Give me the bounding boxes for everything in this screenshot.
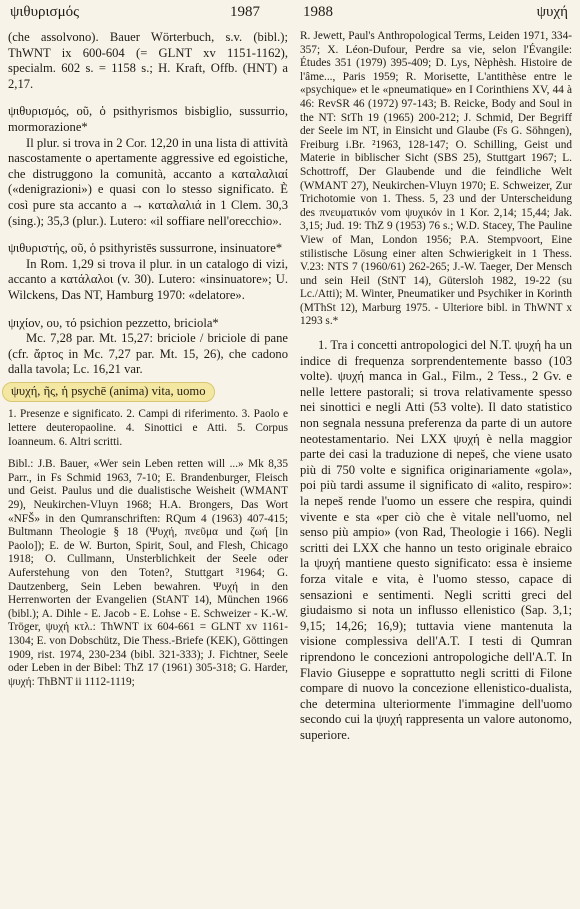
entry-body: In Rom. 1,29 si trova il plur. in un catalogo di vizi, accanto a κατάλαλοι (v. 30). Lutero: «insinuatore»; U. Wilckens, Das NT, Hamburg 1970: «delatore». xyxy=(8,256,288,302)
page-number-left: 1987 xyxy=(230,4,260,20)
entry-body: Il plur. si trova in 2 Cor. 12,20 in una lista di attività nascostamente o apertamente aggressive ed egoistiche, che distruggono la comunità, accanto a καταλαλιαί («denigrazioni») e quasi con lo stesso significato. È così pure sta accanto a → καταλαλιά in 1 Clem. 30,3 (sing.); 35,3 (plur.). Lutero: «il soffiare nell'orecchio». xyxy=(8,135,288,228)
left-column xyxy=(8,30,288,689)
entry-psithyristes: ψιθυριστής, οῦ, ὁ psithyristēs sussurrone, insinuatore* xyxy=(8,241,283,256)
running-head-left: ψιθυρισμός xyxy=(10,4,80,20)
right-column xyxy=(300,30,572,744)
bibliography-continued: R. Jewett, Paul's Anthropological Terms, Leiden 1971, 334-357; X. Léon-Dufour, Perdre sa vie, selon l'Évangile: Études 351 (1979) 395-409; D. Lys, Nèphèsh. Histoire de l'âme..., Paris 1959; R. Morisette, L'antithèse entre le «psychique» et le «pneumatique» en I Corinthiens XV, 44 à 46: RevSR 46 (1972) 97-143; B. Reicke, Body and Soul in the NT: StTh 19 (1965) 200-212; J. Schmid, Der Begriff der Seele im NT, in Einsicht und Glaube (Fs G. Söhngen), Freiburg i.Br. ²1963, 128-147; O. Schilling, Geist und Materie in biblischer Sicht (SBS 25), Stuttgart 1967; L. Schottroff, Der Glaubende und die feindliche Welt (WMANT 27), Neukirchen-Vluyn 1970; E. Schweizer, Zur Trichotomie von 1. Thess. 5, 23 und der Unterscheidung des πνευματικόν vom ψυχικόν in 1 Kor. 2,14; 15,44; Jak. 3,15; Jud. 19: ThZ 9 (1953) 76 s.; W.D. Stacey, The Pauline View of Man, London 1956; P.A. Stempvoort, Eine stilistische Lösung einer alten Schwierigkeit in 1 Thess. V.23: NTS 7 (1960/61) 262-265; J.-W. Taeger, Der Mensch und sein Heil (StNT 14), Gütersloh 1982, 19-22 (su Lc./Atti); M. Winter, Pneumatiker und Psychiker in Korinth (MThSt 12), Marburg 1975. - Ulteriore bibl. in ThWNT x 1293 s.* xyxy=(300,30,572,328)
entry-psithyrismos: ψιθυρισμός, οῦ, ὁ psithyrismos bisbiglio, sussurrio, mormorazione* xyxy=(8,104,288,134)
page-number-right: 1988 xyxy=(303,4,333,20)
highlighted-entry-psyche: ψυχή, ῆς, ἡ psychē (anima) vita, uomo xyxy=(2,382,215,403)
running-head-right: ψυχή xyxy=(536,4,568,20)
bibliography: Bibl.: J.B. Bauer, «Wer sein Leben retten will ...» Mk 8,35 Parr., in Fs Schmid 1963, 7-10; E. Brandenburger, Fleisch und Geist. Paulus und die dualistische Weisheit (WMANT 29), Neukirchen-Vluyn 1968; H.A. Brongers, Das Wort «NFŠ» in den Qumranschriften: RQum 4 (1963) 407-415; Bultmann Theologie § 18 (Ψυχή, πνεῦμα und ζωή [in Paolo]); E. de W. Burton, Spirit, Soul, and Flesh, Chicago 1918; O. Cullmann, Unsterblichkeit der Seele oder Auferstehung von den Toten?, Stuttgart ³1964; G. Dautzenberg, Sein Leben bewahren. Ψυχή in den Herrenworten der Evangelien (StANT 14), München 1966 (bibl.); A. Dihle - E. Jacob - E. Lohse - E. Schweizer - K.-W. Tröger, ψυχή κτλ.: ThWNT ix 604-661 = GLNT xv 1161-1304; E. von Dobschütz, Die Thess.-Briefe (KEK), Göttingen 1909, rist. 1974, 230-234 (bibl. 321-333); J. Fichtner, Seele oder Leben in der Bibel: ThZ 17 (1961) 305-318; G. Harder, ψυχή: ThBNT ii 1112-1119; xyxy=(8,458,288,688)
bibliography-continued: (che assolvono). Bauer Wörterbuch, s.v. (bibl.); ThWNT ix 600-604 (= GLNT xv 1151-1162), specialm. 602 s. = 1158 s.; H. Kraft, Offb. (HNT) a 2,17. xyxy=(8,30,288,91)
entry-body: Mc. 7,28 par. Mt. 15,27: briciole / briciole di pane (cfr. ἄρτος in Mc. 7,27 par. Mt. 15, 26), che cadono dalla tavola; Lc. 16,21 var. xyxy=(8,331,288,377)
section-outline: 1. Presenze e significato. 2. Campi di riferimento. 3. Paolo e lettere deuteropaoline. 4. Sinottici e Atti. 5. Corpus Ioanneum. 6. Altri scritti. xyxy=(8,408,288,448)
entry-psichion: ψιχίον, ου, τό psichion pezzetto, briciola* xyxy=(8,315,219,330)
section-1-body: 1. Tra i concetti antropologici del N.T. ψυχή ha un indice di frequenza sorprendentemente basso (103 volte). ψυχή manca in Gal., Film., 2 Tess., 2 Gv. e nelle lettere pastorali; si trova relativamente spesso nei sinottici e negli Atti (53 volte). Il dato statistico non segnala nessuna preferenza da parte di un autore neotestamentario. Nei LXX ψυχή è nella maggior parte dei casi la traduzione di nepeš, che viene usato più di 750 volte e significa originariamente «gola», poi più tardi assume il significato di «alito, respiro»: la nepeš rende l'uomo un essere che respira, quindi vivente e sta «per ciò che è vitale nell'uomo, nel senso più ampio» (von Rad, Theologie i 166). Negli scritti dei LXX che hanno un testo originale ebraico la ψυχή mantiene questo significato: essa è insieme forza vitale e vita, è l'uomo stesso, capace di sensazioni e sentimenti. Negli scritti greci del giudaismo si nota un influsso ellenistico (Sap. 3,1; 9,15; 14,26; 16,9); tuttavia viene mantenuta la visione complessiva dell'A.T. I testi di Qumran riprendono le concezioni antropologiche dell'A.T. In Flavio Giuseppe e soprattutto negli scritti di Filone compare di nuovo la concezione ellenistico-dualista, che determina ulteriormente l'immagine dell'uomo secondo cui la ψυχή rappresenta un valore autonomo, superiore. xyxy=(300,338,572,742)
